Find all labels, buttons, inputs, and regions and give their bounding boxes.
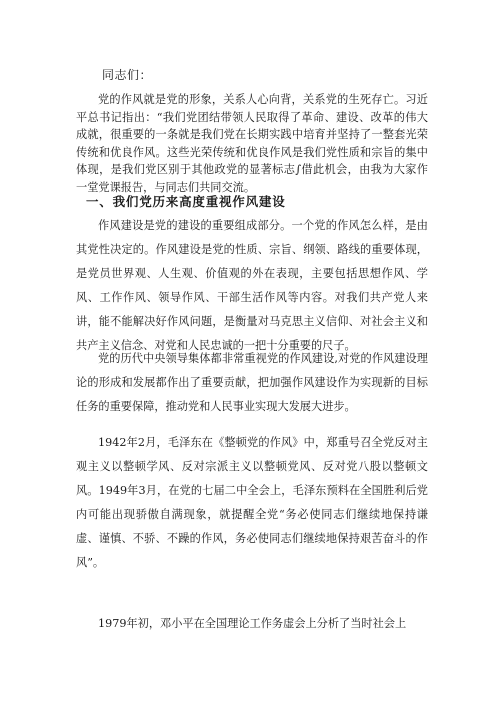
body-paragraph: 作风建设是党的建设的重要组成部分。一个党的作风怎么样，是由其党性决定的。作风建设是党的性质、宗旨、纲领、路线的重要体现，是党员世界观、人生观、价值观的外在表现，主要包括思想作风、学风、工作作风、领导作风、干部生活作风等内容。对我们共产党人来讲，能不能解决好作风问题，是衡量对马克思主义信仰、对社会主义和共产主义信念、对党和人民忠诚的一把十分重要的尺子。	[76, 219, 428, 352]
body-paragraph: 党的历代中央领导集体都非常重视党的作风建设,对党的作风建设理论的形成和发展都作出了重要贡献，把加强作风建设作为实现新的目标任务的重要保障，推动党和人民事业实现大发展大进步。	[76, 352, 428, 413]
greeting: 同志们：	[102, 68, 153, 82]
intro-paragraph: 党的作风就是党的形象，关系人心向背，关系党的生死存亡。习近平总书记指出：“我们党团结带领人民取得了革命、建设、改革的伟大成就，很重要的一条就是我们党在长期实践中培育并坚持了一整套光荣传统和优良作风。这些光荣传统和优良作风是我们党性质和宗旨的集中体现，是我们党区别于其他政党的显著标志∫借此机会，由我为大家作一堂党课报告，与同志们共同交流。	[76, 93, 428, 194]
section-heading: 一、我们党历来高度重视作风建设	[86, 194, 286, 209]
body-paragraph: 1942年2月，毛泽东在《整顿党的作风》中，郑重号召全党反对主观主义以整顿学风、反对宗派主义以整顿党风、反对党八股以整顿文风。1949年3月，在党的七届二中全会上，毛泽东预料在全国胜利后党内可能出现骄傲自满现象，就提醒全党“务必使同志们继续地保持谦虚、谨慎、不骄、不躁的作风，务必使同志们继续地保持艰苦奋斗的作风”。	[76, 436, 428, 569]
body-paragraph: 1979年初，邓小平在全国理论工作务虚会上分析了当时社会上	[98, 617, 407, 630]
